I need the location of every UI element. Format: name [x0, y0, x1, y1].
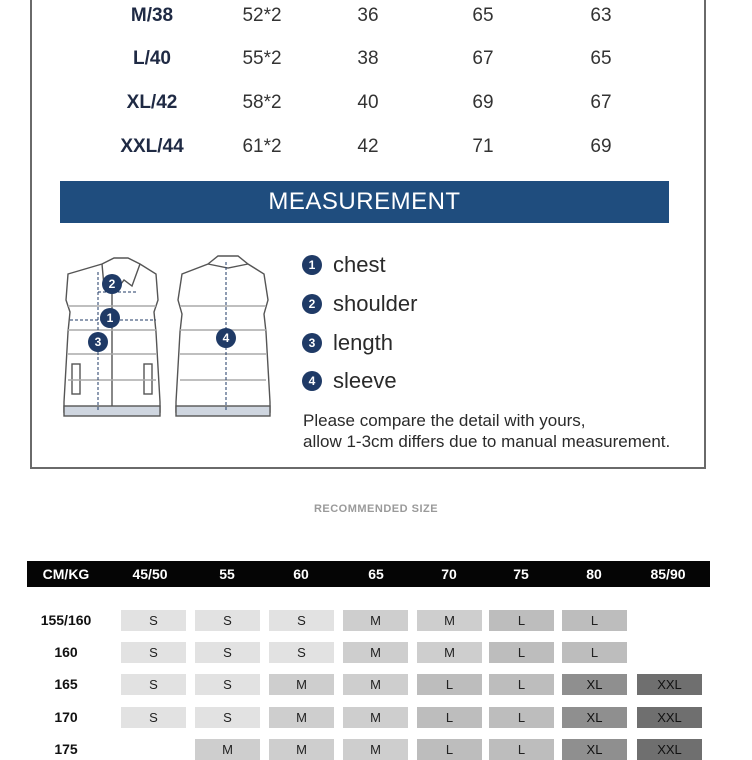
- size-cell: XL: [562, 707, 627, 728]
- size-cell: M: [269, 707, 334, 728]
- size-value: 40: [357, 92, 379, 113]
- size-cell: XXL: [637, 739, 702, 760]
- legend-label: sleeve: [333, 368, 397, 393]
- size-cell: S: [195, 674, 260, 695]
- size-label: L/40: [132, 48, 172, 69]
- size-cell: L: [489, 707, 554, 728]
- size-cell: M: [417, 642, 482, 663]
- size-cell: L: [489, 674, 554, 695]
- height-label: 155/160: [40, 612, 92, 628]
- size-cell: S: [121, 707, 186, 728]
- header-cell: 75: [513, 566, 529, 582]
- size-cell: S: [269, 642, 334, 663]
- size-value: 52*2: [242, 5, 282, 26]
- size-cell: M: [195, 739, 260, 760]
- vest-diagram: [58, 252, 290, 428]
- size-label: XL/42: [126, 92, 178, 113]
- height-label: 165: [54, 676, 78, 692]
- size-cell: L: [417, 739, 482, 760]
- header-cell: 60: [293, 566, 309, 582]
- legend-item-length: [302, 330, 393, 356]
- size-cell: L: [417, 674, 482, 695]
- size-cell: M: [343, 610, 408, 631]
- size-value: 61*2: [242, 136, 282, 157]
- size-label: XXL/44: [120, 136, 184, 157]
- legend-item-sleeve: [302, 368, 397, 394]
- size-cell: S: [269, 610, 334, 631]
- height-label: 170: [54, 709, 78, 725]
- size-cell: S: [195, 707, 260, 728]
- legend-item-chest: [302, 252, 386, 278]
- size-table-row: [0, 90, 752, 114]
- size-value: 36: [357, 5, 379, 26]
- size-cell: M: [269, 739, 334, 760]
- size-cell: S: [195, 642, 260, 663]
- size-cell: M: [343, 739, 408, 760]
- legend-label: length: [333, 330, 393, 355]
- size-value: 69: [590, 136, 612, 157]
- size-cell: S: [121, 674, 186, 695]
- legend-number: 3: [302, 333, 322, 353]
- size-cell: M: [343, 707, 408, 728]
- legend-number: 2: [302, 294, 322, 314]
- legend-number: 4: [302, 371, 322, 391]
- size-cell: XL: [562, 739, 627, 760]
- legend-number: 1: [302, 255, 322, 275]
- size-cell: L: [562, 610, 627, 631]
- size-table-row: [0, 3, 752, 27]
- size-value: 58*2: [242, 92, 282, 113]
- size-value: 63: [590, 5, 612, 26]
- size-cell: L: [489, 610, 554, 631]
- size-cell: M: [343, 674, 408, 695]
- size-value: 69: [472, 92, 494, 113]
- measurement-note-line2: allow 1-3cm differs due to manual measurement.: [303, 432, 671, 451]
- height-label: 175: [54, 741, 78, 757]
- size-cell: L: [417, 707, 482, 728]
- measurement-title: MEASUREMENT: [60, 181, 669, 223]
- header-cell: 55: [219, 566, 235, 582]
- size-cell: S: [195, 610, 260, 631]
- header-cell: 45/50: [132, 566, 168, 582]
- size-value: 55*2: [242, 48, 282, 69]
- header-cell: CM/KG: [42, 566, 90, 582]
- size-value: 42: [357, 136, 379, 157]
- diagram-marker-2: 2: [108, 277, 116, 291]
- height-label: 160: [54, 644, 78, 660]
- diagram-marker-3: 3: [94, 335, 102, 349]
- size-value: 67: [472, 48, 494, 69]
- recommended-header: [27, 561, 710, 587]
- size-value: 65: [590, 48, 612, 69]
- size-value: 38: [357, 48, 379, 69]
- size-table-row: [0, 46, 752, 70]
- diagram-marker-4: 4: [222, 331, 230, 345]
- size-table-row: [0, 134, 752, 158]
- size-cell: XXL: [637, 707, 702, 728]
- measurement-note-line1: Please compare the detail with yours,: [303, 411, 586, 430]
- legend-label: chest: [333, 252, 386, 277]
- recommended-size-title: RECOMMENDED SIZE: [313, 503, 439, 515]
- size-cell: XL: [562, 674, 627, 695]
- size-cell: XXL: [637, 674, 702, 695]
- size-cell: S: [121, 610, 186, 631]
- header-cell: 70: [441, 566, 457, 582]
- diagram-marker-1: 1: [106, 311, 114, 325]
- size-cell: M: [417, 610, 482, 631]
- size-cell: M: [343, 642, 408, 663]
- header-cell: 65: [368, 566, 384, 582]
- size-label: M/38: [130, 5, 174, 26]
- size-cell: S: [121, 642, 186, 663]
- size-value: 67: [590, 92, 612, 113]
- size-cell: M: [269, 674, 334, 695]
- header-cell: 85/90: [650, 566, 686, 582]
- size-value: 65: [472, 5, 494, 26]
- legend-item-shoulder: [302, 291, 417, 317]
- size-cell: L: [489, 642, 554, 663]
- legend-label: shoulder: [333, 291, 418, 316]
- size-value: 71: [472, 136, 494, 157]
- size-cell: L: [562, 642, 627, 663]
- size-cell: L: [489, 739, 554, 760]
- header-cell: 80: [586, 566, 602, 582]
